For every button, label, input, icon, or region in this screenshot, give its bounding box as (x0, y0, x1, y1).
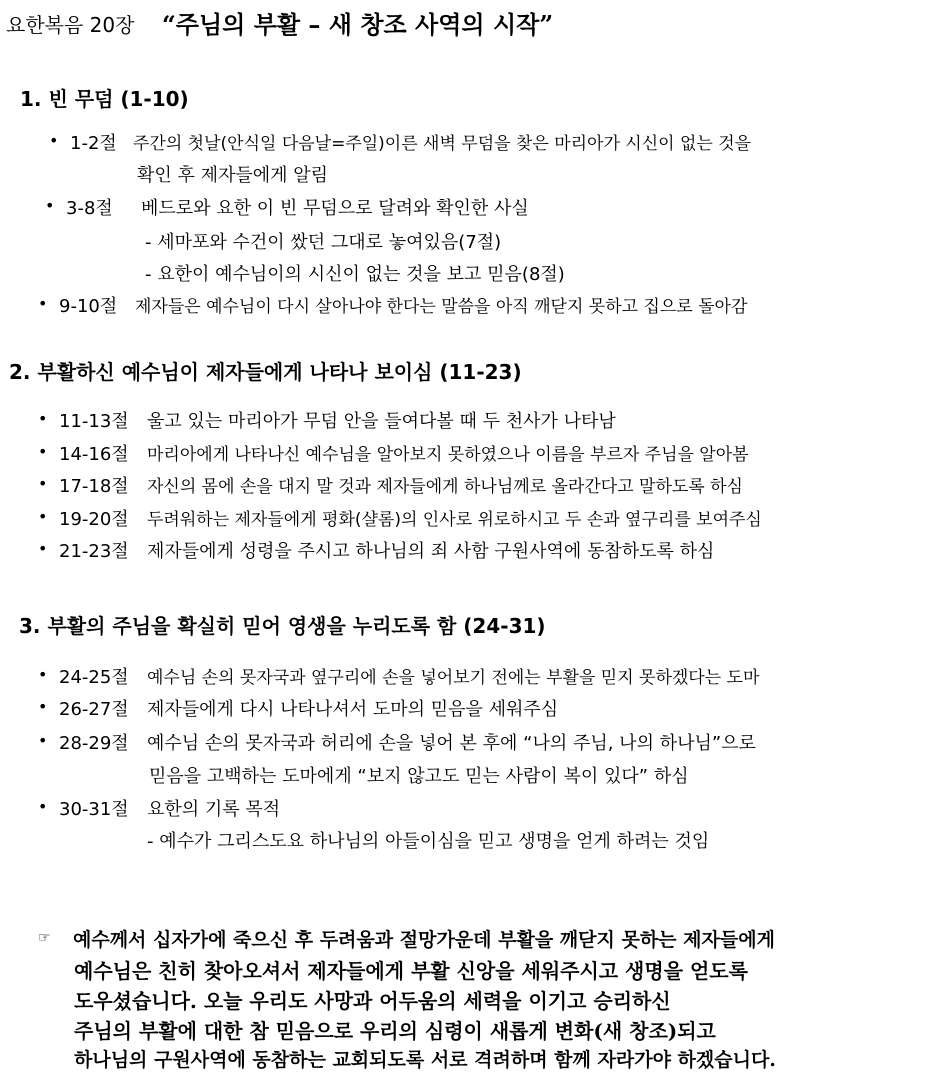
verse-summary: 예수님 손의 못자국과 옆구리에 손을 넣어보기 전에는 부활을 믿지 못하겠다는 도마 (147, 668, 760, 688)
bullet-icon: • (38, 665, 48, 684)
verse-ref: 26-27절 (59, 699, 129, 720)
verse-summary: 요한의 기록 목적 (147, 799, 281, 820)
bullet-icon: • (45, 196, 55, 215)
verse-summary: 예수님 손의 못자국과 허리에 손을 넣어 본 후에 “나의 주님, 나의 하나님”으로 (147, 733, 756, 754)
sub-point: - 예수가 그리스도요 하나님의 아들이심을 믿고 생명을 얻게 하려는 것임 (147, 831, 710, 852)
bullet-icon: • (38, 294, 48, 313)
closing-line: 주님의 부활에 대한 참 믿음으로 우리의 심령이 새롭게 변화(새 창조)되고 (74, 1019, 716, 1043)
bullet-icon: • (38, 797, 48, 816)
verse-summary-continued: 믿음을 고백하는 도마에게 “보지 않고도 믿는 사람이 복이 있다” 하심 (149, 766, 689, 787)
section-heading-1: 1. 빈 무덤 (1-10) (20, 87, 189, 111)
closing-line: 예수께서 십자가에 죽으신 후 두려움과 절망가운데 부활을 깨닫지 못하는 제자들에게 (73, 929, 775, 951)
verse-ref: 9-10절 (59, 296, 118, 317)
sub-point: - 세마포와 수건이 쌌던 그대로 놓여있음(7절) (145, 232, 502, 253)
pointing-hand-icon: ☞ (38, 930, 51, 946)
sub-point: - 요한이 예수님이의 시신이 없는 것을 보고 믿음(8절) (145, 264, 565, 285)
book-chapter: 요한복음 20장 (6, 13, 135, 37)
closing-line: 도우셨습니다. 오늘 우리도 사망과 어두움의 세력을 이기고 승리하신 (74, 989, 671, 1013)
bullet-icon: • (49, 131, 59, 150)
verse-summary-continued: 확인 후 제자들에게 알림 (137, 165, 329, 186)
verse-summary: 마리아에게 나타나신 예수님을 알아보지 못하였으나 이름을 부르자 주님을 알아봄 (147, 445, 749, 465)
bullet-icon: • (38, 442, 48, 461)
bullet-icon: • (38, 539, 48, 558)
section-heading-3: 3. 부활의 주님을 확실히 믿어 영생을 누리도록 함 (24-31) (19, 614, 546, 638)
bullet-icon: • (38, 409, 48, 428)
verse-summary: 제자들에게 성령을 주시고 하나님의 죄 사함 구원사역에 동참하도록 하심 (147, 541, 715, 562)
verse-ref: 19-20절 (59, 509, 129, 530)
section-heading-2: 2. 부활하신 예수님이 제자들에게 나타나 보이심 (11-23) (9, 360, 522, 384)
verse-ref: 17-18절 (59, 476, 129, 497)
verse-ref: 21-23절 (59, 541, 129, 562)
closing-line: 예수님은 친히 찾아오셔서 제자들에게 부활 신앙을 세워주시고 생명을 얻도록 (74, 959, 748, 983)
verse-summary: 주간의 첫날(안식일 다음날=주일)이른 새벽 무덤을 찾은 마리아가 시신이 없는 것을 (133, 134, 752, 154)
verse-ref: 1-2절 (70, 133, 117, 154)
closing-line: 하나님의 구원사역에 동참하는 교회되도록 서로 격려하며 함께 자라가야 하겠습니다. (74, 1049, 776, 1071)
verse-summary: 울고 있는 마리아가 무덤 안을 들여다볼 때 두 천사가 나타남 (147, 411, 616, 432)
verse-ref: 3-8절 (66, 198, 113, 219)
verse-summary: 제자들은 예수님이 다시 살아나야 한다는 말씀을 아직 깨닫지 못하고 집으로 돌아감 (135, 297, 748, 317)
verse-summary: 두려워하는 제자들에게 평화(샬롬)의 인사로 위로하시고 두 손과 옆구리를 보여주심 (147, 510, 762, 530)
bullet-icon: • (38, 507, 48, 526)
bullet-icon: • (38, 697, 48, 716)
verse-ref: 14-16절 (59, 444, 129, 465)
verse-summary: 제자들에게 다시 나타나셔서 도마의 믿음을 세워주심 (147, 699, 559, 720)
bullet-icon: • (38, 731, 48, 750)
page-title: “주님의 부활 – 새 창조 사역의 시작” (162, 10, 554, 39)
bullet-icon: • (38, 474, 48, 493)
verse-ref: 28-29절 (59, 733, 129, 754)
verse-summary: 자신의 몸에 손을 대지 말 것과 제자들에게 하나님께로 올라간다고 말하도록 하심 (147, 477, 743, 497)
verse-ref: 30-31절 (59, 799, 129, 820)
verse-ref: 24-25절 (59, 667, 129, 688)
verse-summary: 베드로와 요한 이 빈 무덤으로 달려와 확인한 사실 (141, 198, 529, 219)
verse-ref: 11-13절 (59, 411, 129, 432)
